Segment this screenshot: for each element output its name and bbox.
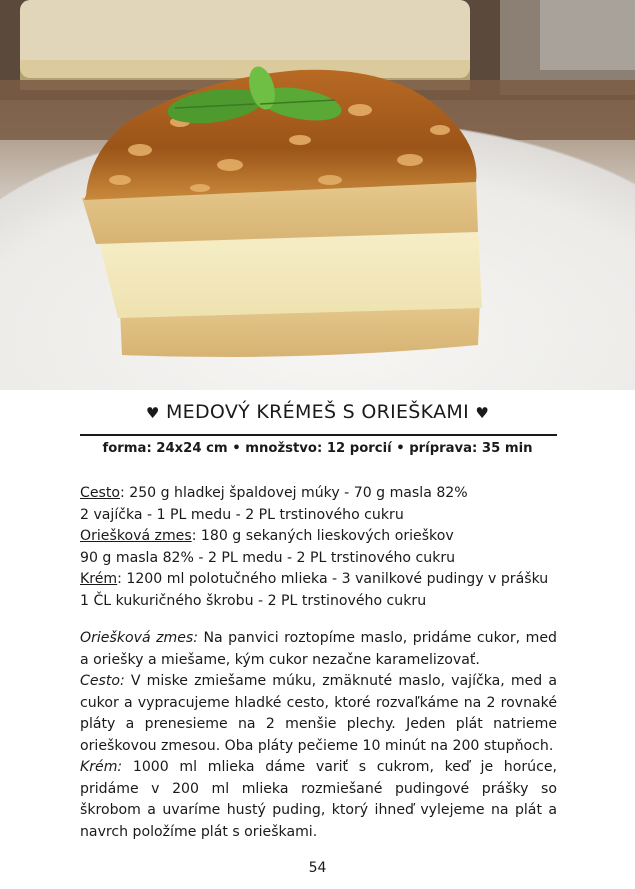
ingredient-text: 1 ČL kukuričného škrobu - 2 PL trstinového cukru [80,592,427,609]
cake-illustration [0,0,635,390]
ingredient-text: 2 vajíčka - 1 PL medu - 2 PL trstinového cukru [80,506,404,523]
title-divider [80,434,557,436]
recipe-meta: forma: 24x24 cm • množstvo: 12 porcií • príprava: 35 min [102,441,533,456]
ingredient-text: : 180 g sekaných lieskových orieškov [191,528,454,544]
method-step-text: Na panvici roztopíme maslo, pridáme cukor, med a oriešky a miešame, kým cukor nezačne karamelizovať. [80,630,558,668]
ingredient-section-label: Cesto [80,485,121,501]
method-step [80,671,557,757]
method-step-label: Oriešková zmes: [80,630,198,646]
recipe-title [0,401,635,423]
ingredient-line [80,526,560,548]
cake-photo [0,0,635,390]
ingredient-line [80,548,560,570]
ingredient-line [80,483,560,505]
ingredient-line [80,591,560,613]
recipe-title-text: MEDOVÝ KRÉMEŠ S ORIEŠKAMI [165,401,469,423]
page-number: 54 [308,860,327,876]
ingredient-section-label: Oriešková zmes [80,528,192,544]
ingredient-text: : 250 g hladkej špaldovej múky - 70 g masla 82% [120,485,468,501]
method-step [80,757,557,843]
heart-icon: ♥ [475,404,490,422]
ingredient-text: : 1200 ml polotučného mlieka - 3 vanilkové pudingy v prášku [117,571,549,587]
ingredient-section-label: Krém [80,571,118,587]
method-text [80,628,557,843]
method-step-label: Cesto: [80,673,125,689]
ingredient-text: 90 g masla 82% - 2 PL medu - 2 PL trstinového cukru [80,549,456,566]
ingredient-line [80,505,560,527]
method-step [80,628,557,671]
heart-icon: ♥ [145,404,160,422]
method-step-text: V miske zmiešame múku, zmäknuté maslo, vajíčka, med a cukor a vypracujeme hladké cesto, ktoré rozvaľkáme na 2 rovnaké pláty a prenesieme na 2 menšie plechy. Jeden plát natrieme orieškovou zmesou. Oba pláty pečieme 10 minút na 200 stupňoch. [80,673,557,754]
ingredients-list [80,483,560,612]
method-step-label: Krém: [80,759,123,775]
ingredient-line [80,569,560,591]
method-step-text: 1000 ml mlieka dáme variť s cukrom, keď je horúce, pridáme v 200 ml mlieka rozmiešané pudingové prášky so škrobom a uvaríme hustý puding, ktorý ihneď vylejeme na plát a navrch položíme plát s orieškami. [80,759,557,840]
